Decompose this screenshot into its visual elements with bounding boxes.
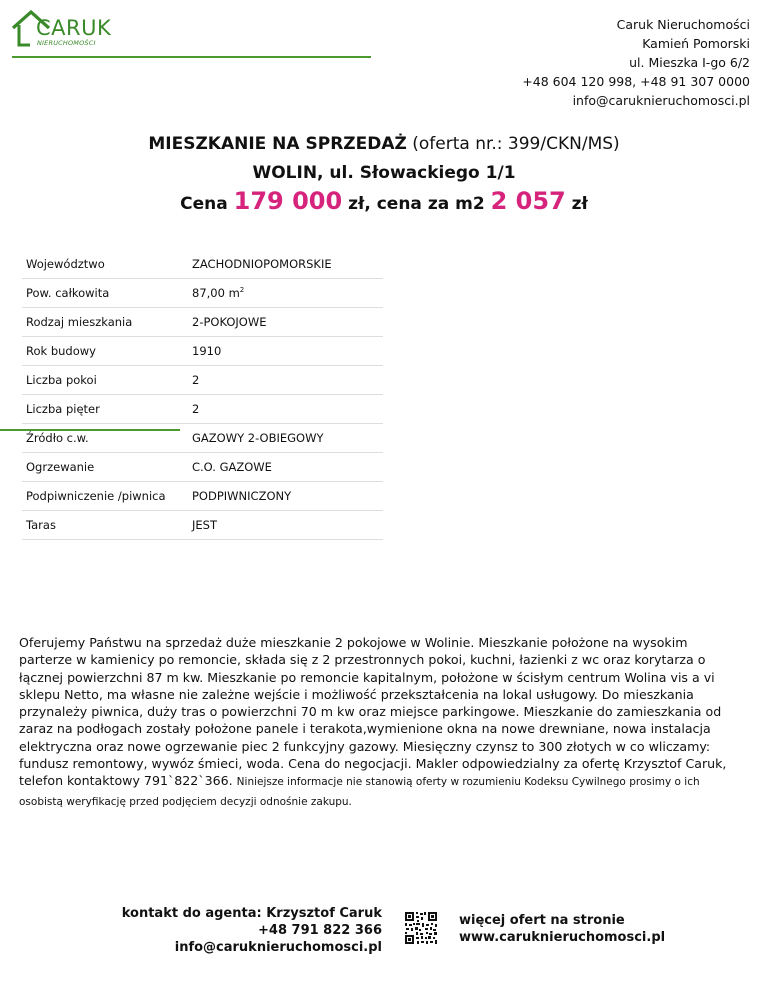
qr-code-icon[interactable] — [404, 911, 438, 945]
price-value: 179 000 — [233, 187, 343, 215]
company-phones: +48 604 120 998, +48 91 307 0000 — [522, 74, 750, 89]
spec-value: 1910 — [188, 337, 383, 366]
offer-headline — [0, 134, 768, 154]
spec-value: C.O. GAZOWE — [188, 453, 383, 482]
spec-label: Pow. całkowita — [22, 279, 188, 308]
qr-code-graphic — [404, 911, 438, 945]
legal-disclaimer: Niniejsze informacje nie stanowią oferty w rozumieniu Kodeksu Cywilnego prosimy o ich osobistą weryfikację przed podjęciem decyzji odnośnie zakupu. — [19, 776, 700, 808]
logo-tagline: NIERUCHOMOŚCI — [37, 39, 96, 47]
spec-label: Województwo — [22, 250, 188, 279]
property-specs-table — [22, 250, 383, 540]
more-offers — [459, 912, 665, 946]
logo-name: CARUK — [36, 16, 112, 40]
description-text: Oferujemy Państwu na sprzedaż duże mieszkanie 2 pokojowe w Wolinie. Mieszkanie położone na wysokim parterze w kamienicy po remoncie, składa się z 2 przestronnych pokoi, kuchni, łazienki z wc oraz korytarza o łącznej powierzchni 87 m kw. Mieszkanie po remoncie kapitalnym, położone w ścisłym centrum Wolina vis a vi sklepu Netto, ma własne nie zależne wejście i możliwość przekształcenia na lokal usługowy. Do mieszkania przynależy piwnica, duży tras o powierzchni 70 m kw oraz miejsce parkingowe. Mieszkanie do zamieszkania od zaraz na podłogach zostały położone panele i terakota,wymienione okna na nowe drewniane, nowa instalacja elektryczna oraz nowe ogrzewanie piec 2 funkcyjny gazowy. Miesięczny czynsz to 300 złotych w co wliczamy: fundusz remontowy, wywóz śmieci, woda. Cena do negocjacji. Makler odpowiedzialny za ofertę Krzysztof Caruk, telefon kontaktowy 791`822`366. — [19, 635, 727, 789]
spec-label: Źródło c.w. — [22, 424, 188, 453]
table-row — [22, 279, 383, 308]
area-unit-exponent: 2 — [239, 286, 245, 295]
spec-value: JEST — [188, 511, 383, 540]
spec-label: Podpiwniczenie /piwnica — [22, 482, 188, 511]
price-currency: zł, cena za m2 — [348, 194, 485, 214]
offer-number: (oferta nr.: 399/CKN/MS) — [412, 134, 620, 154]
table-row — [22, 308, 383, 337]
table-row — [22, 366, 383, 395]
spec-label: Rok budowy — [22, 337, 188, 366]
agent-phone[interactable]: +48 791 822 366 — [258, 923, 382, 938]
website-link[interactable]: www.caruknieruchomosci.pl — [459, 930, 666, 945]
price-line — [0, 186, 768, 219]
spec-value: ZACHODNIOPOMORSKIE — [188, 250, 383, 279]
spec-label: Liczba pięter — [22, 395, 188, 424]
company-name: Caruk Nieruchomości — [616, 17, 750, 32]
spec-value: GAZOWY 2-OBIEGOWY — [188, 424, 383, 453]
offer-title: MIESZKANIE NA SPRZEDAŻ — [148, 134, 407, 154]
spec-label: Taras — [22, 511, 188, 540]
table-row — [22, 453, 383, 482]
company-info — [522, 15, 750, 110]
company-street: ul. Mieszka I-go 6/2 — [629, 55, 750, 70]
company-logo — [10, 8, 130, 50]
table-row — [22, 511, 383, 540]
price-per-m2: 2 057 — [490, 187, 566, 215]
spec-value — [188, 279, 383, 308]
offer-description — [19, 634, 741, 811]
offer-address: WOLIN, ul. Słowackiego 1/1 — [252, 163, 516, 183]
header-divider — [12, 56, 371, 58]
spec-value: 2 — [188, 366, 383, 395]
company-city: Kamień Pomorski — [642, 36, 750, 51]
spec-value: 2 — [188, 395, 383, 424]
company-email[interactable]: info@caruknieruchomosci.pl — [572, 93, 750, 108]
spec-label: Rodzaj mieszkania — [22, 308, 188, 337]
table-row — [22, 337, 383, 366]
spec-label: Liczba pokoi — [22, 366, 188, 395]
price-label: Cena — [180, 194, 228, 214]
agent-name: kontakt do agenta: Krzysztof Caruk — [121, 906, 382, 921]
spec-label: Ogrzewanie — [22, 453, 188, 482]
agent-contact — [122, 905, 382, 956]
table-row — [22, 250, 383, 279]
agent-email[interactable]: info@caruknieruchomosci.pl — [174, 940, 382, 955]
spec-value: 2-POKOJOWE — [188, 308, 383, 337]
section-divider — [0, 429, 180, 431]
more-offers-label: więcej ofert na stronie — [459, 913, 625, 928]
table-row — [22, 482, 383, 511]
table-row — [22, 424, 383, 453]
spec-value: PODPIWNICZONY — [188, 482, 383, 511]
table-row — [22, 395, 383, 424]
price-per-m2-currency: zł — [571, 194, 588, 214]
area-value: 87,00 m — [192, 286, 240, 300]
